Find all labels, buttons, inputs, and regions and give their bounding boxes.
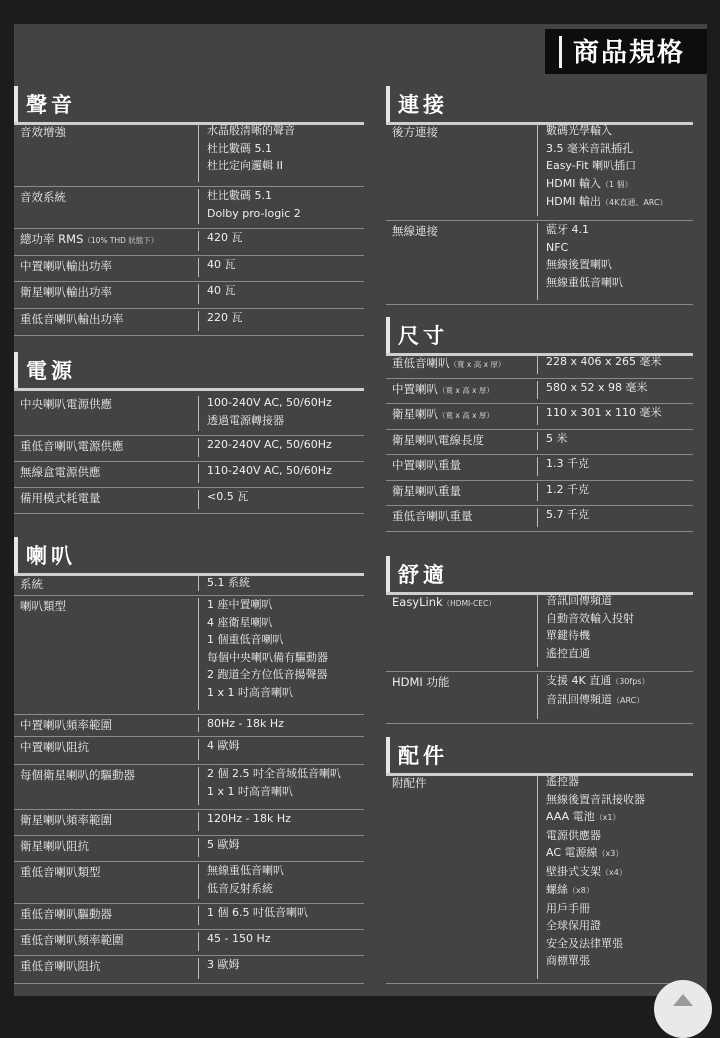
section-header (386, 737, 693, 776)
spec-label: 中置喇叭輸出功率 (20, 259, 112, 273)
spec-value (546, 455, 589, 473)
column-divider (198, 838, 199, 857)
spec-value-line: 1 座中置喇叭 (207, 598, 273, 611)
spec-value (207, 836, 240, 854)
section-header (386, 86, 693, 125)
spec-value (207, 810, 291, 828)
spec-label: 重低音喇叭驅動器 (20, 907, 112, 921)
spec-value (207, 596, 328, 701)
arrow-up-icon (673, 994, 693, 1006)
spec-value-line: Easy-Fit 喇叭插口 (546, 159, 637, 172)
section-title: 舒適 (398, 563, 448, 587)
spec-label: 衛星喇叭阻抗 (20, 839, 89, 853)
spec-value-line: 無線重低音喇叭 (207, 864, 284, 877)
spec-label: 重低音喇叭類型 (20, 865, 101, 879)
spec-value-line: HDMI 輸入（1 個） (546, 176, 633, 190)
spec-value-line: 全球保用證 (546, 919, 601, 932)
spec-value-line: 5 歐姆 (207, 838, 240, 851)
spec-label: 中置喇叭（寬 x 高 x 厚） (392, 382, 494, 396)
spec-value (207, 436, 332, 454)
spec-label: 備用模式耗電量 (20, 491, 101, 505)
column-divider (537, 432, 538, 450)
spec-row (14, 715, 364, 737)
spec-value (207, 394, 332, 429)
spec-value-line: 無線後置喇叭 (546, 258, 612, 271)
spec-value-line: 420 瓦 (207, 231, 243, 244)
spec-value (207, 122, 295, 175)
spec-row (14, 187, 364, 229)
spec-value-line: 580 x 52 x 98 毫米 (546, 381, 648, 394)
spec-label: 喇叭類型 (20, 599, 66, 613)
spec-value-line: 藍牙 4.1 (546, 223, 589, 236)
spec-row (386, 379, 693, 404)
spec-row (14, 862, 364, 904)
spec-value-line: 100-240V AC, 50/60Hz (207, 396, 332, 409)
spec-label: 衛星喇叭電線長度 (392, 433, 484, 447)
spec-value-line: 40 瓦 (207, 284, 236, 297)
spec-value-line: 杜比定向邏輯 II (207, 159, 283, 172)
section-title: 配件 (398, 744, 448, 768)
column-divider (198, 932, 199, 951)
column-divider (198, 464, 199, 483)
spec-value-line: 音訊回傳頻道 (546, 594, 612, 607)
spec-row (14, 256, 364, 282)
spec-row (386, 353, 693, 379)
spec-label: HDMI 功能 (392, 675, 450, 689)
spec-value (546, 592, 634, 662)
column-divider (198, 739, 199, 760)
spec-value (207, 309, 243, 327)
spec-label: 重低音喇叭頻率範圍 (20, 933, 124, 947)
spec-row (14, 765, 364, 810)
column-divider (198, 767, 199, 805)
spec-value (207, 488, 248, 506)
spec-value-line: 低音反射系統 (207, 881, 273, 895)
spec-label-note: （寬 x 高 x 厚） (438, 386, 494, 395)
column-divider (198, 189, 199, 224)
spec-row (14, 596, 364, 715)
section-header (386, 317, 693, 356)
spec-row (386, 122, 693, 221)
spec-row (386, 221, 693, 305)
spec-value-line: 5.7 千克 (546, 508, 589, 521)
spec-label: 音效系統 (20, 190, 66, 204)
spec-label: 中央喇叭電源供應 (20, 397, 112, 411)
spec-value-line: 1 個 6.5 吋低音喇叭 (207, 906, 308, 919)
spec-value-line: 單鍵待機 (546, 629, 590, 642)
column-divider (537, 355, 538, 374)
column-divider (198, 958, 199, 979)
spec-value-line: HDMI 輸出（4K直通、ARC） (546, 195, 668, 208)
spec-value-line: 遙控器 (546, 775, 579, 788)
spec-value-line: 杜比數碼 5.1 (207, 141, 272, 155)
spec-row (386, 506, 693, 532)
spec-value (546, 506, 589, 524)
section-marker (14, 537, 18, 573)
spec-value-line: 無線後置音訊接收器 (546, 792, 645, 806)
spec-value-line: 220-240V AC, 50/60Hz (207, 438, 332, 451)
spec-value (546, 430, 568, 448)
spec-label: 中置喇叭頻率範圍 (20, 718, 112, 732)
spec-value (207, 956, 240, 974)
column-divider (198, 812, 199, 831)
section-header (14, 352, 364, 391)
column-divider (537, 124, 538, 216)
spec-row (14, 282, 364, 309)
spec-sheet (14, 24, 707, 996)
column-divider (537, 457, 538, 476)
section-header (14, 86, 364, 125)
spec-row (14, 836, 364, 862)
spec-row (14, 737, 364, 765)
spec-value-line: 45 - 150 Hz (207, 932, 271, 945)
spec-value-line: 商標單張 (546, 954, 590, 967)
spec-label: 重低音喇叭阻抗 (20, 959, 101, 973)
spec-value-line: 用戶手冊 (546, 901, 590, 915)
spec-value-line: 4 歐姆 (207, 739, 240, 752)
spec-label: 無線盒電源供應 (20, 465, 101, 479)
spec-value (207, 187, 301, 222)
spec-value-line: 2 跑道全方位低音揚聲器 (207, 668, 328, 681)
spec-row (14, 930, 364, 956)
spec-value-line: 80Hz - 18k Hz (207, 717, 284, 730)
section-title: 尺寸 (398, 324, 448, 348)
spec-row (14, 488, 364, 514)
spec-value (207, 574, 250, 592)
column-divider (198, 576, 199, 591)
section-marker (386, 737, 390, 773)
spec-row (14, 229, 364, 256)
spec-value (207, 462, 332, 480)
spec-row (14, 122, 364, 187)
spec-row (14, 574, 364, 596)
spec-value (207, 256, 236, 274)
spec-value (546, 379, 648, 397)
column-divider (537, 406, 538, 425)
spec-value-line: AAA 電池（x1） (546, 810, 621, 823)
spec-value-line: 3.5 毫米音訊插孔 (546, 141, 633, 155)
spec-label: 無線連接 (392, 224, 438, 238)
spec-value-line: 110-240V AC, 50/60Hz (207, 464, 332, 477)
spec-value-line: 40 瓦 (207, 258, 236, 271)
spec-value-line: 安全及法律單張 (546, 936, 623, 950)
spec-value-line: 透過電源轉接器 (207, 413, 284, 427)
spec-row (386, 773, 693, 984)
spec-value-line: 水晶般清晰的聲音 (207, 124, 295, 137)
section-title: 電源 (26, 359, 76, 383)
spec-value (207, 715, 284, 733)
spec-label: 衛星喇叭（寬 x 高 x 厚） (392, 407, 494, 421)
column-divider (198, 490, 199, 509)
spec-value-line: 1 x 1 吋高音喇叭 (207, 685, 293, 699)
spec-label-note: （HDMI-CEC） (442, 599, 496, 608)
column-divider (198, 231, 199, 251)
spec-value-line: 2 個 2.5 吋全音域低音喇叭 (207, 767, 341, 780)
spec-label: 重低音喇叭輸出功率 (20, 312, 124, 326)
section-title: 連接 (398, 93, 448, 117)
section-marker (386, 556, 390, 592)
spec-value-line: 支援 4K 直通（30fps） (546, 674, 650, 687)
spec-label: 系統 (20, 577, 43, 591)
spec-value-line: 220 瓦 (207, 311, 243, 324)
spec-row (14, 394, 364, 436)
spec-value (546, 481, 589, 499)
spec-row (14, 810, 364, 836)
column-divider (537, 483, 538, 501)
title-divider (559, 36, 562, 68)
spec-value-line: 1.2 千克 (546, 483, 589, 496)
spec-label: 重低音喇叭（寬 x 高 x 厚） (392, 356, 506, 370)
section-header (386, 556, 693, 595)
spec-value-line: NFC (546, 240, 569, 254)
spec-label-note: （寬 x 高 x 厚） (438, 411, 494, 420)
spec-value-line: 電源供應器 (546, 828, 601, 842)
spec-value (207, 904, 308, 922)
spec-value-line: 120Hz - 18k Hz (207, 812, 291, 825)
section-marker (14, 352, 18, 388)
spec-label: 重低音喇叭電源供應 (20, 439, 124, 453)
spec-label: 中置喇叭重量 (392, 458, 461, 472)
spec-label: 附配件 (392, 776, 427, 790)
column-divider (198, 906, 199, 925)
column-divider (537, 223, 538, 300)
section-marker (386, 86, 390, 122)
spec-label-note: （10% THD 狀態下） (83, 236, 159, 245)
spec-value (546, 221, 623, 291)
spec-value (207, 229, 243, 247)
spec-row (14, 956, 364, 984)
spec-value-line: 壁掛式支架（x4） (546, 864, 627, 878)
section-marker (14, 86, 18, 122)
spec-value-line: 228 x 406 x 265 毫米 (546, 355, 662, 368)
spec-row (386, 455, 693, 481)
spec-value (207, 862, 284, 897)
spec-row (14, 904, 364, 930)
spec-row (14, 309, 364, 336)
spec-label: 中置喇叭阻抗 (20, 740, 89, 754)
spec-row (386, 481, 693, 506)
spec-value (546, 773, 645, 970)
spec-value-line: 110 x 301 x 110 毫米 (546, 406, 662, 419)
spec-value-line: 5 米 (546, 432, 568, 445)
spec-row (386, 672, 693, 724)
spec-label: 後方連接 (392, 125, 438, 139)
spec-value-line: 4 座衛星喇叭 (207, 615, 273, 629)
spec-row (14, 462, 364, 488)
section-title: 聲音 (26, 93, 76, 117)
spec-label: 衛星喇叭頻率範圍 (20, 813, 112, 827)
spec-value-line: 螺絲（x8） (546, 883, 594, 896)
spec-value-line: 1 x 1 吋高音喇叭 (207, 784, 293, 798)
spec-value (546, 353, 662, 371)
column-divider (198, 311, 199, 331)
column-divider (537, 674, 538, 719)
spec-value (546, 404, 662, 422)
spec-value (546, 672, 649, 709)
column-divider (198, 396, 199, 431)
spec-label: 衛星喇叭重量 (392, 484, 461, 498)
column-divider (198, 124, 199, 182)
spec-value-line: 3 歐姆 (207, 958, 240, 971)
spec-value-line: 杜比數碼 5.1 (207, 189, 272, 202)
section-header (14, 537, 364, 576)
spec-row (386, 404, 693, 430)
spec-label-note: （寬 x 高 x 厚） (449, 360, 506, 369)
spec-value-line: 遙控直通 (546, 646, 590, 660)
spec-value-line: Dolby pro-logic 2 (207, 206, 301, 220)
spec-value (546, 122, 668, 212)
spec-value-line: 自動音效輸入投射 (546, 611, 634, 625)
column-divider (537, 775, 538, 979)
column-divider (198, 598, 199, 710)
spec-value (207, 737, 240, 755)
column-divider (537, 508, 538, 527)
column-divider (537, 381, 538, 399)
spec-label: 衛星喇叭輸出功率 (20, 285, 112, 299)
section-title: 喇叭 (26, 544, 76, 568)
scroll-to-top-button[interactable] (654, 980, 712, 1038)
spec-value (207, 930, 271, 948)
spec-value-line: 數碼光學輸入 (546, 124, 612, 137)
column-divider (198, 864, 199, 899)
spec-row (386, 592, 693, 672)
spec-value-line: 音訊回傳頻道（ARC） (546, 692, 645, 706)
spec-label: 重低音喇叭重量 (392, 509, 473, 523)
spec-row (386, 430, 693, 455)
spec-row (14, 436, 364, 462)
spec-value-line: 每個中央喇叭備有驅動器 (207, 650, 328, 664)
column-divider (198, 284, 199, 304)
spec-label: 總功率 RMS（10% THD 狀態下） (20, 232, 159, 246)
spec-label: EasyLink（HDMI-CEC） (392, 595, 496, 609)
section-marker (386, 317, 390, 353)
column-divider (198, 717, 199, 732)
spec-label: 音效增強 (20, 125, 66, 139)
column-divider (537, 594, 538, 667)
spec-value (207, 282, 236, 300)
spec-value-line: 1 個重低音喇叭 (207, 633, 284, 646)
column-divider (198, 438, 199, 457)
column-divider (198, 258, 199, 277)
spec-label: 每個衛星喇叭的驅動器 (20, 768, 135, 782)
spec-value-line: 1.3 千克 (546, 457, 589, 470)
spec-value (207, 765, 341, 800)
title-banner (545, 29, 707, 74)
spec-value-line: 5.1 系統 (207, 576, 250, 589)
spec-value-line: AC 電源線（x3） (546, 846, 624, 859)
spec-value-line: 無線重低音喇叭 (546, 275, 623, 289)
page-title: 商品規格 (573, 38, 686, 68)
spec-value-line: <0.5 瓦 (207, 490, 249, 503)
